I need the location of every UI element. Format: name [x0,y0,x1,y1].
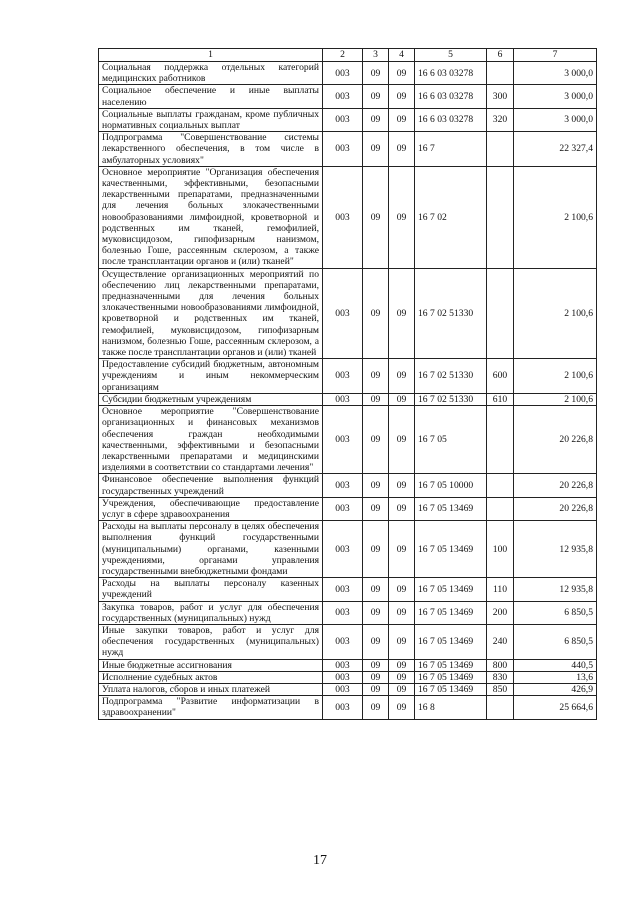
budget-table [98,48,597,720]
section-code-cell: 09 [363,62,389,85]
dept-code-cell: 003 [323,62,363,85]
item-name-cell: Расходы на выплаты персоналу в целях обеспечения выполнения функций государственными (муниципальными) органами, казенными учреждениями, органами управления государственными внебюджетными фондами [99,521,323,578]
dept-code-cell: 003 [323,474,363,497]
table-row [99,601,597,624]
column-header: 6 [487,49,514,62]
dept-code-cell: 003 [323,108,363,131]
subsection-code-cell: 09 [389,578,415,601]
subsection-code-cell: 09 [389,85,415,108]
target-article-cell: 16 6 03 03278 [415,85,487,108]
item-name-cell: Финансовое обеспечение выполнения функций государственных учреждений [99,474,323,497]
amount-cell: 20 226,8 [514,406,597,474]
amount-cell: 426,9 [514,683,597,695]
dept-code-cell: 003 [323,671,363,683]
section-code-cell: 09 [363,268,389,359]
target-article-cell: 16 7 05 13469 [415,601,487,624]
amount-cell: 12 935,8 [514,578,597,601]
expense-type-cell [487,497,514,520]
subsection-code-cell: 09 [389,521,415,578]
table-row [99,62,597,85]
target-article-cell: 16 7 05 10000 [415,474,487,497]
target-article-cell: 16 6 03 03278 [415,108,487,131]
column-header: 5 [415,49,487,62]
item-name-cell: Подпрограмма "Развитие информатизации в здравоохранении" [99,696,323,719]
item-name-cell: Социальные выплаты гражданам, кроме публичных нормативных социальных выплат [99,108,323,131]
section-code-cell: 09 [363,393,389,405]
item-name-cell: Исполнение судебных актов [99,671,323,683]
table-row [99,393,597,405]
subsection-code-cell: 09 [389,624,415,659]
section-code-cell: 09 [363,497,389,520]
target-article-cell: 16 7 05 13469 [415,497,487,520]
amount-cell: 2 100,6 [514,359,597,394]
page-number: 17 [313,853,327,868]
expense-type-cell [487,696,514,719]
table-row [99,166,597,268]
dept-code-cell: 003 [323,268,363,359]
dept-code-cell: 003 [323,624,363,659]
expense-type-cell: 830 [487,671,514,683]
section-code-cell: 09 [363,521,389,578]
subsection-code-cell: 09 [389,132,415,167]
section-code-cell: 09 [363,659,389,671]
amount-cell: 2 100,6 [514,166,597,268]
amount-cell: 6 850,5 [514,601,597,624]
section-code-cell: 09 [363,696,389,719]
table-row [99,624,597,659]
expense-type-cell: 320 [487,108,514,131]
table-row [99,85,597,108]
dept-code-cell: 003 [323,85,363,108]
table-row [99,671,597,683]
item-name-cell: Закупка товаров, работ и услуг для обеспечения государственных (муниципальных) нужд [99,601,323,624]
section-code-cell: 09 [363,166,389,268]
table-row [99,474,597,497]
amount-cell: 22 327,4 [514,132,597,167]
column-header: 4 [389,49,415,62]
expense-type-cell: 300 [487,85,514,108]
target-article-cell: 16 7 05 13469 [415,659,487,671]
section-code-cell: 09 [363,671,389,683]
target-article-cell: 16 7 05 13469 [415,624,487,659]
amount-cell: 440,5 [514,659,597,671]
dept-code-cell: 003 [323,521,363,578]
dept-code-cell: 003 [323,578,363,601]
table-row [99,406,597,474]
subsection-code-cell: 09 [389,671,415,683]
target-article-cell: 16 7 02 51330 [415,268,487,359]
dept-code-cell: 003 [323,696,363,719]
table-row [99,659,597,671]
subsection-code-cell: 09 [389,406,415,474]
expense-type-cell: 600 [487,359,514,394]
section-code-cell: 09 [363,474,389,497]
target-article-cell: 16 7 05 13469 [415,671,487,683]
dept-code-cell: 003 [323,359,363,394]
column-header: 3 [363,49,389,62]
dept-code-cell: 003 [323,166,363,268]
expense-type-cell [487,268,514,359]
section-code-cell: 09 [363,578,389,601]
section-code-cell: 09 [363,683,389,695]
expense-type-cell: 610 [487,393,514,405]
target-article-cell: 16 7 02 [415,166,487,268]
section-code-cell: 09 [363,108,389,131]
item-name-cell: Социальная поддержка отдельных категорий медицинских работников [99,62,323,85]
table-row [99,132,597,167]
target-article-cell: 16 6 03 03278 [415,62,487,85]
amount-cell: 20 226,8 [514,474,597,497]
target-article-cell: 16 7 05 13469 [415,683,487,695]
amount-cell: 3 000,0 [514,108,597,131]
expense-type-cell: 100 [487,521,514,578]
section-code-cell: 09 [363,624,389,659]
subsection-code-cell: 09 [389,359,415,394]
target-article-cell: 16 7 02 51330 [415,393,487,405]
dept-code-cell: 003 [323,132,363,167]
item-name-cell: Расходы на выплаты персоналу казенных учреждений [99,578,323,601]
amount-cell: 2 100,6 [514,393,597,405]
amount-cell: 13,6 [514,671,597,683]
item-name-cell: Подпрограмма "Совершенствование системы лекарственного обеспечения, в том числе в амбулаторных условиях" [99,132,323,167]
dept-code-cell: 003 [323,393,363,405]
column-header: 1 [99,49,323,62]
table-row [99,696,597,719]
expense-type-cell [487,406,514,474]
dept-code-cell: 003 [323,683,363,695]
section-code-cell: 09 [363,132,389,167]
item-name-cell: Предоставление субсидий бюджетным, автономным учреждениям и иным некоммерческим организациям [99,359,323,394]
table-row [99,108,597,131]
subsection-code-cell: 09 [389,696,415,719]
item-name-cell: Учреждения, обеспечивающие предоставление услуг в сфере здравоохранения [99,497,323,520]
item-name-cell: Осуществление организационных мероприятий по обеспечению лиц лекарственными препаратами, предназначенными для лечения больных злокачественными новообразованиями лимфоидной, кроветворной и родственных им тканей, гемофилией, муковисцидозом, гипофизарным нанизмом, болезнью Гоше, рассеянным склерозом, а также после трансплантации органов и (или) тканей [99,268,323,359]
subsection-code-cell: 09 [389,268,415,359]
section-code-cell: 09 [363,406,389,474]
expense-type-cell [487,474,514,497]
item-name-cell: Субсидии бюджетным учреждениям [99,393,323,405]
item-name-cell: Основное мероприятие "Совершенствование организационных и финансовых механизмов обеспечения граждан необходимыми качественными, эффективными и безопасными лекарственными препаратами и медицинскими изделиями в соответствии со стандартами лечения" [99,406,323,474]
table-row [99,521,597,578]
expense-type-cell: 850 [487,683,514,695]
item-name-cell: Иные закупки товаров, работ и услуг для обеспечения государственных (муниципальных) нужд [99,624,323,659]
subsection-code-cell: 09 [389,601,415,624]
subsection-code-cell: 09 [389,683,415,695]
subsection-code-cell: 09 [389,393,415,405]
expense-type-cell: 800 [487,659,514,671]
dept-code-cell: 003 [323,497,363,520]
item-name-cell: Социальное обеспечение и иные выплаты населению [99,85,323,108]
target-article-cell: 16 7 05 [415,406,487,474]
subsection-code-cell: 09 [389,108,415,131]
subsection-code-cell: 09 [389,497,415,520]
amount-cell: 12 935,8 [514,521,597,578]
amount-cell: 3 000,0 [514,62,597,85]
expense-type-cell: 240 [487,624,514,659]
target-article-cell: 16 8 [415,696,487,719]
section-code-cell: 09 [363,359,389,394]
table-row [99,683,597,695]
table-row [99,578,597,601]
subsection-code-cell: 09 [389,62,415,85]
amount-cell: 20 226,8 [514,497,597,520]
dept-code-cell: 003 [323,601,363,624]
table-row [99,359,597,394]
target-article-cell: 16 7 02 51330 [415,359,487,394]
subsection-code-cell: 09 [389,659,415,671]
table-row [99,268,597,359]
expense-type-cell [487,132,514,167]
item-name-cell: Основное мероприятие "Организация обеспечения качественными, эффективными, безопасными лекарственными препаратами, предназначенными для лечения больных злокачественными новообразованиями лимфоидной, кроветворной и родственных им тканей, гемофилией, муковисцидозом, гипофизарным нанизмом, болезнью Гоше, рассеянным склерозом, а также после трансплантации органов и (или) тканей" [99,166,323,268]
expense-type-cell: 200 [487,601,514,624]
table-header-row [99,49,597,62]
item-name-cell: Уплата налогов, сборов и иных платежей [99,683,323,695]
dept-code-cell: 003 [323,659,363,671]
amount-cell: 6 850,5 [514,624,597,659]
target-article-cell: 16 7 [415,132,487,167]
subsection-code-cell: 09 [389,166,415,268]
subsection-code-cell: 09 [389,474,415,497]
item-name-cell: Иные бюджетные ассигнования [99,659,323,671]
dept-code-cell: 003 [323,406,363,474]
column-header: 7 [514,49,597,62]
section-code-cell: 09 [363,601,389,624]
amount-cell: 2 100,6 [514,268,597,359]
section-code-cell: 09 [363,85,389,108]
expense-type-cell: 110 [487,578,514,601]
target-article-cell: 16 7 05 13469 [415,521,487,578]
target-article-cell: 16 7 05 13469 [415,578,487,601]
amount-cell: 25 664,6 [514,696,597,719]
expense-type-cell [487,62,514,85]
table-row [99,497,597,520]
column-header: 2 [323,49,363,62]
expense-type-cell [487,166,514,268]
amount-cell: 3 000,0 [514,85,597,108]
